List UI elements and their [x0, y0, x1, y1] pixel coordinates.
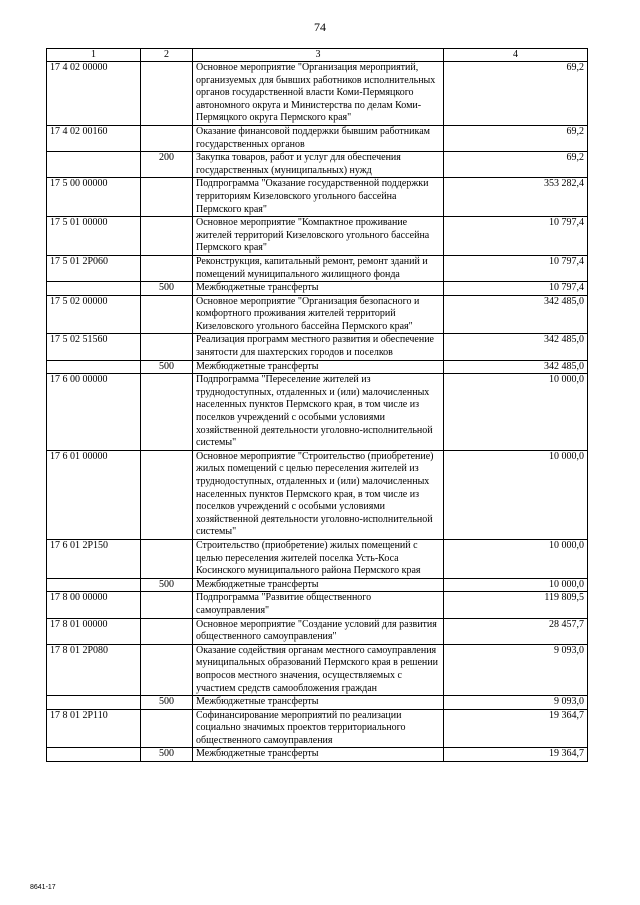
amount-cell: 10 000,0 — [444, 539, 588, 578]
code-cell: 17 6 01 00000 — [47, 450, 141, 539]
name-cell: Подпрограмма "Оказание государственной поддержки территориям Кизеловского угольного бассейна Пермского края" — [193, 178, 444, 217]
kvr-cell: 500 — [141, 282, 193, 296]
table-row — [47, 578, 588, 592]
name-cell: Основное мероприятие "Организация безопасного и комфортного проживания жителей территорий Кизеловского угольного бассейна Пермского края" — [193, 295, 444, 334]
budget-table — [46, 48, 588, 762]
code-cell: 17 8 01 2P080 — [47, 644, 141, 695]
table-row — [47, 295, 588, 334]
name-cell: Межбюджетные трансферты — [193, 696, 444, 710]
kvr-cell — [141, 618, 193, 644]
code-cell: 17 5 01 2P060 — [47, 255, 141, 281]
kvr-cell — [141, 125, 193, 151]
kvr-cell: 500 — [141, 696, 193, 710]
table-row — [47, 62, 588, 126]
kvr-cell — [141, 178, 193, 217]
amount-cell: 342 485,0 — [444, 295, 588, 334]
table-row — [47, 217, 588, 256]
amount-cell: 28 457,7 — [444, 618, 588, 644]
amount-cell: 10 797,4 — [444, 282, 588, 296]
kvr-cell — [141, 255, 193, 281]
amount-cell: 69,2 — [444, 125, 588, 151]
amount-cell: 10 797,4 — [444, 255, 588, 281]
code-cell: 17 8 01 00000 — [47, 618, 141, 644]
amount-cell: 10 000,0 — [444, 374, 588, 451]
table-row — [47, 539, 588, 578]
name-cell: Межбюджетные трансферты — [193, 748, 444, 762]
name-cell: Оказание финансовой поддержки бывшим работникам государственных органов — [193, 125, 444, 151]
amount-cell: 10 000,0 — [444, 450, 588, 539]
table-row — [47, 178, 588, 217]
name-cell: Основное мероприятие "Строительство (приобретение) жилых помещений с целью переселения жителей из труднодоступных, отдаленных и (или) малочисленных населенных пунктов Пермского края, в том числе из поселков учреждений с особыми условиями хозяйственной деятельности уголовно-исполнительной системы" — [193, 450, 444, 539]
code-cell: 17 4 02 00160 — [47, 125, 141, 151]
name-cell: Основное мероприятие "Организация мероприятий, организуемых для бывших работников исполнительных органов государственной власти Коми-Пермяцкого автономного округа и Министерства по делам Коми-Пермяцкого округа Пермского края" — [193, 62, 444, 126]
amount-cell: 69,2 — [444, 62, 588, 126]
amount-cell: 19 364,7 — [444, 709, 588, 748]
kvr-cell: 500 — [141, 360, 193, 374]
kvr-cell: 500 — [141, 748, 193, 762]
amount-cell: 69,2 — [444, 152, 588, 178]
table-body — [47, 62, 588, 762]
code-cell: 17 5 00 00000 — [47, 178, 141, 217]
kvr-cell: 200 — [141, 152, 193, 178]
amount-cell: 9 093,0 — [444, 696, 588, 710]
kvr-cell — [141, 644, 193, 695]
amount-cell: 353 282,4 — [444, 178, 588, 217]
amount-cell: 19 364,7 — [444, 748, 588, 762]
code-cell — [47, 578, 141, 592]
kvr-cell — [141, 217, 193, 256]
name-cell: Подпрограмма "Развитие общественного самоуправления" — [193, 592, 444, 618]
name-cell: Реконструкция, капитальный ремонт, ремонт зданий и помещений муниципального жилищного фонда — [193, 255, 444, 281]
amount-cell: 342 485,0 — [444, 360, 588, 374]
table-header-row — [47, 49, 588, 62]
kvr-cell — [141, 709, 193, 748]
amount-cell: 342 485,0 — [444, 334, 588, 360]
page-number: 74 — [314, 20, 326, 34]
column-header-1: 1 — [47, 49, 141, 62]
name-cell: Межбюджетные трансферты — [193, 578, 444, 592]
table-row — [47, 644, 588, 695]
code-cell: 17 4 02 00000 — [47, 62, 141, 126]
amount-cell: 10 797,4 — [444, 217, 588, 256]
code-cell — [47, 748, 141, 762]
column-header-3: 3 — [193, 49, 444, 62]
table-row — [47, 152, 588, 178]
name-cell: Софинансирование мероприятий по реализации социально значимых проектов территориального общественного самоуправления — [193, 709, 444, 748]
code-cell: 17 5 01 00000 — [47, 217, 141, 256]
kvr-cell — [141, 62, 193, 126]
code-cell — [47, 360, 141, 374]
table-row — [47, 748, 588, 762]
kvr-cell — [141, 450, 193, 539]
table-row — [47, 592, 588, 618]
code-cell: 17 6 01 2P150 — [47, 539, 141, 578]
name-cell: Подпрограмма "Переселение жителей из труднодоступных, отдаленных и (или) малочисленных населенных пунктов Пермского края, в том числе из поселков учреждений с особыми условиями хозяйственной деятельности уголовно-исполнительной системы" — [193, 374, 444, 451]
table-row — [47, 450, 588, 539]
amount-cell: 119 809,5 — [444, 592, 588, 618]
column-header-2: 2 — [141, 49, 193, 62]
kvr-cell — [141, 295, 193, 334]
table-row — [47, 709, 588, 748]
document-code: 8641-17 — [30, 884, 56, 891]
name-cell: Реализация программ местного развития и обеспечение занятости для шахтерских городов и поселков — [193, 334, 444, 360]
table-row — [47, 282, 588, 296]
amount-cell: 9 093,0 — [444, 644, 588, 695]
table-row — [47, 696, 588, 710]
code-cell — [47, 282, 141, 296]
amount-cell: 10 000,0 — [444, 578, 588, 592]
name-cell: Межбюджетные трансферты — [193, 282, 444, 296]
name-cell: Основное мероприятие "Компактное проживание жителей территорий Кизеловского угольного бассейна Пермского края" — [193, 217, 444, 256]
table-row — [47, 334, 588, 360]
code-cell: 17 8 01 2P110 — [47, 709, 141, 748]
kvr-cell — [141, 374, 193, 451]
table-row — [47, 255, 588, 281]
code-cell: 17 5 02 00000 — [47, 295, 141, 334]
kvr-cell: 500 — [141, 578, 193, 592]
name-cell: Межбюджетные трансферты — [193, 360, 444, 374]
table-row — [47, 374, 588, 451]
kvr-cell — [141, 592, 193, 618]
table-row — [47, 125, 588, 151]
code-cell: 17 6 00 00000 — [47, 374, 141, 451]
name-cell: Основное мероприятие "Создание условий для развития общественного самоуправления" — [193, 618, 444, 644]
name-cell: Закупка товаров, работ и услуг для обеспечения государственных (муниципальных) нужд — [193, 152, 444, 178]
column-header-4: 4 — [444, 49, 588, 62]
kvr-cell — [141, 334, 193, 360]
name-cell: Строительство (приобретение) жилых помещений с целью переселения жителей поселка Усть-Коса Косинского муниципального района Пермского края — [193, 539, 444, 578]
code-cell — [47, 152, 141, 178]
code-cell: 17 8 00 00000 — [47, 592, 141, 618]
table-row — [47, 618, 588, 644]
name-cell: Оказание содействия органам местного самоуправления муниципальных образований Пермского края в решении вопросов местного значения, осуществляемых с участием средств самообложения граждан — [193, 644, 444, 695]
kvr-cell — [141, 539, 193, 578]
table-row — [47, 360, 588, 374]
code-cell: 17 5 02 51560 — [47, 334, 141, 360]
code-cell — [47, 696, 141, 710]
